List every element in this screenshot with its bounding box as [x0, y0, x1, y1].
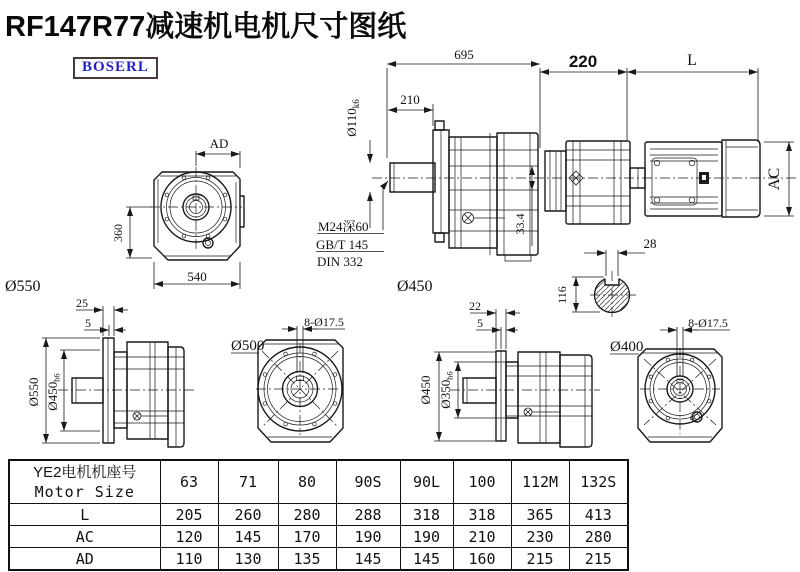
label-bv4-dia400: Ø400 [610, 339, 644, 355]
shaft-section-drawing [555, 236, 657, 319]
cell-AC-132S: 280 [569, 526, 628, 548]
col-90S: 90S [336, 460, 400, 504]
dim-360: 360 [111, 224, 125, 242]
cell-AC-90L: 190 [400, 526, 453, 548]
row-label-AD: AD [9, 548, 160, 571]
note-din332: DIN 332 [317, 254, 363, 269]
dim-210: 210 [400, 92, 420, 107]
cell-AC-112M: 230 [511, 526, 569, 548]
label-bv1-dia450: Ø450h6 [45, 373, 62, 411]
dim-116: 116 [555, 286, 569, 304]
bv3-dimensions [418, 299, 520, 441]
brand-logo: BOSERL [73, 57, 158, 79]
bottom-view2-drawing [231, 315, 345, 442]
label-bv1-dia550: Ø550 [26, 377, 41, 407]
cell-L-63: 205 [160, 504, 218, 526]
table-row-L [9, 504, 628, 526]
motor-dimensions [540, 52, 794, 216]
bv1-screw [133, 412, 168, 420]
cell-AD-90L: 145 [400, 548, 453, 571]
header-motor-size [9, 460, 160, 504]
label-dia450: Ø450 [397, 278, 433, 295]
cell-AD-90S: 145 [336, 548, 400, 571]
col-80: 80 [278, 460, 336, 504]
dim-5: 5 [85, 316, 91, 330]
cell-AC-90S: 190 [336, 526, 400, 548]
dim-540: 540 [187, 269, 207, 284]
note-gbt145: GB/T 145 [316, 237, 369, 252]
front-dimensions [5, 136, 240, 295]
bottom-view4-drawing [610, 316, 730, 442]
front-view-drawing [5, 136, 244, 295]
row-label-AC: AC [9, 526, 160, 548]
dim-AC: AC [766, 167, 783, 191]
cell-AC-71: 145 [218, 526, 278, 548]
label-bv2-dia500: Ø500 [231, 338, 265, 354]
cell-L-100: 318 [453, 504, 511, 526]
main-dimensions [316, 47, 540, 295]
dim-5b: 5 [477, 316, 483, 330]
oil-plug-screw [463, 213, 506, 224]
cell-AD-80: 135 [278, 548, 336, 571]
cell-L-112M: 365 [511, 504, 569, 526]
dim-dia110: $Ø110_{k6}$ [344, 99, 361, 137]
col-63: 63 [160, 460, 218, 504]
cell-AD-132S: 215 [569, 548, 628, 571]
bv1-dimensions [26, 296, 128, 443]
label-bv4-holes: 8-Ø17.5 [688, 316, 728, 330]
page-title: RF147R77减速机电机尺寸图纸 [5, 11, 407, 43]
bv4-dimensions [610, 316, 730, 376]
dim-ad: AD [209, 136, 229, 151]
cell-AC-63: 120 [160, 526, 218, 548]
cell-L-90L: 318 [400, 504, 453, 526]
label-bv3-dia350: Ø350h6 [438, 371, 455, 409]
cell-AD-63: 110 [160, 548, 218, 571]
bottom-view3-drawing [418, 299, 600, 447]
col-132S: 132S [569, 460, 628, 504]
cell-AC-80: 170 [278, 526, 336, 548]
col-71: 71 [218, 460, 278, 504]
table-row-AD [9, 548, 628, 571]
bv3-screw [524, 408, 560, 416]
label-bv2-holes: 8-Ø17.5 [304, 315, 344, 329]
cell-L-71: 260 [218, 504, 278, 526]
header-cn: YE2电机机座号 [33, 463, 137, 481]
label-dia550: Ø550 [5, 278, 41, 295]
cell-AC-100: 210 [453, 526, 511, 548]
motor-view-drawing [540, 52, 794, 224]
cell-AD-71: 130 [218, 548, 278, 571]
dim-220: 220 [568, 52, 598, 71]
row-label-L: L [9, 504, 160, 526]
note-m24: M24深60 [318, 219, 369, 234]
cell-L-90S: 288 [336, 504, 400, 526]
cell-L-132S: 413 [569, 504, 628, 526]
cell-AD-112M: 215 [511, 548, 569, 571]
dim-28: 28 [643, 236, 657, 251]
cell-AD-100: 160 [453, 548, 511, 571]
col-100: 100 [453, 460, 511, 504]
bottom-view1-drawing [26, 296, 195, 447]
dim-25: 25 [76, 296, 88, 310]
cell-L-80: 280 [278, 504, 336, 526]
col-112M: 112M [511, 460, 569, 504]
table-header-row [9, 460, 628, 504]
table-row-AC [9, 526, 628, 548]
dim-22: 22 [469, 299, 481, 313]
dim-695: 695 [454, 47, 474, 62]
dim-L: L [687, 52, 697, 69]
motor-frame-screws [654, 160, 695, 203]
dim-334: 33.4 [513, 213, 527, 235]
motor-size-table [8, 459, 629, 571]
col-90L: 90L [400, 460, 453, 504]
label-bv3-dia450: Ø450 [418, 375, 433, 405]
header-en: Motor Size [34, 482, 135, 501]
